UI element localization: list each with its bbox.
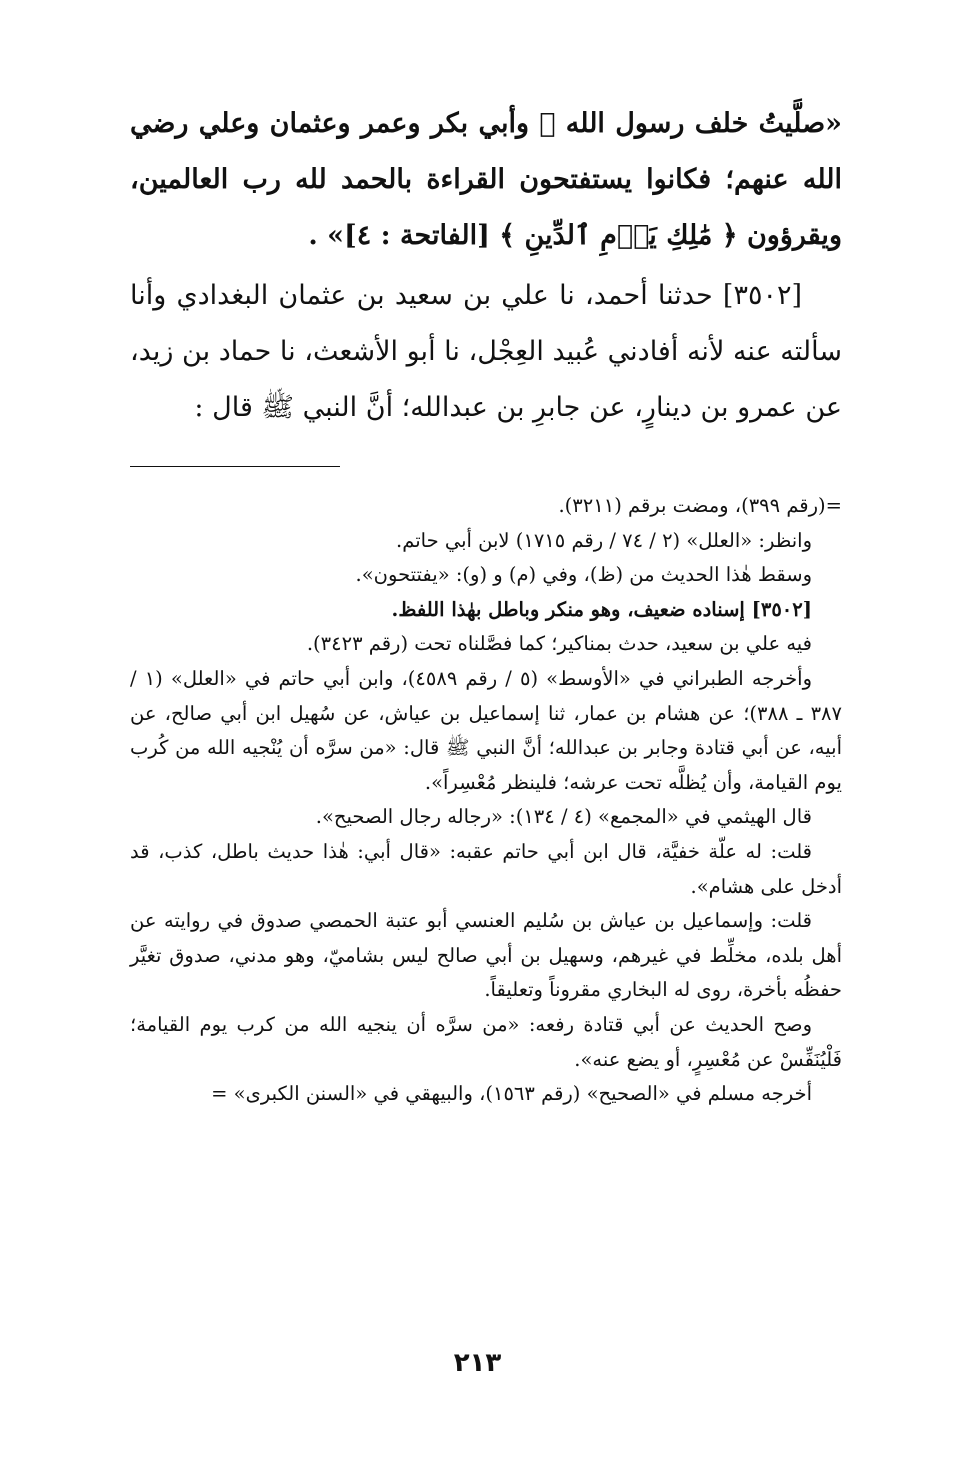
footnote-line: قال الهيثمي في «المجمع» (٤ / ١٣٤): «رجاله رجال الصحيح». xyxy=(315,805,812,829)
footnote-line: أخرجه مسلم في «الصحيح» (رقم ١٥٦٣)، والبيهقي في «السنن الكبرى» = xyxy=(211,1082,812,1106)
footnote-divider-wrap xyxy=(130,466,842,467)
footnote-line: =(رقم ٣٩٩)، ومضت برقم (٣٢١١). xyxy=(558,494,842,517)
footnote-line: قلت: وإسماعيل بن عياش بن سُليم العنسي أبو عتبة الحمصي صدوق في روايته عن أهل بلده، مخلِّط في غيرهم، وسهيل بن أبي صالح ليس بشاميّ، وهو مدني، صدوق تغيَّر حفظُه بأخرة، روى له البخاري مقروناً وتعليقاً. xyxy=(130,909,842,1002)
footnote-heading: [٣٥٠٢] إسناده ضعيف، وهو منكر وباطل بهٰذا اللفظ. xyxy=(391,597,812,621)
main-text xyxy=(130,96,842,436)
footnotes xyxy=(130,489,842,1112)
page-number: ٢١٣ xyxy=(453,1348,502,1378)
footnote-line: وصح الحديث عن أبي قتادة رفعه: «من سرَّه أن ينجيه الله من كرب يوم القيامة؛ فَلْيُنَفِّسْ عن مُعْسِرٍ، أو يضع عنه». xyxy=(130,1012,842,1071)
hadith-continuation: «صلَّيتُ خلف رسول الله ﷺ وأبي بكر وعمر وعثمان وعلي رضي الله عنهم؛ فكانوا يستفتحون القراءة بالحمد لله رب العالمين، ويقرؤون ﴿ مَٰلِكِ يَوۡمِ ٱلدِّينِ ﴾ [الفاتحة : ٤]» . xyxy=(130,108,842,251)
footnote-line: فيه علي بن سعيد، حدث بمناكير؛ كما فصَّلناه تحت (رقم ٣٤٢٣). xyxy=(306,632,812,656)
footnote-line: قلت: له علّة خفيَّة، قال ابن أبي حاتم عقبه: «قال أبي: هٰذا حديث باطل، كذب، قد أدخل على هشام». xyxy=(130,839,842,898)
footnote-line: وسقط هٰذا الحديث من (ظ)، وفي (م) و (و): «يفتتحون». xyxy=(355,563,812,587)
footnote-line: وأخرجه الطبراني في «الأوسط» (٥ / رقم ٤٥٨٩)، وابن أبي حاتم في «العلل» (١ / ٣٨٧ ـ ٣٨٨)؛ عن هشام بن عمار، ثنا إسماعيل بن عياش، عن سُهيل ابن أبي صالح، عن أبيه، عن أبي قتادة وجابر بن عبدالله؛ أنَّ النبي ﷺ قال: «من سرَّه أن يُنْجيه الله من كُرب يوم القيامة، وأن يُظلَّه تحت عرشه؛ فلينظر مُعْسِراً». xyxy=(130,666,842,794)
footnote-divider xyxy=(130,466,340,467)
document-page xyxy=(130,96,842,1112)
footnote-line: وانظر: «العلل» (٢ / ٧٤ / رقم ١٧١٥) لابن أبي حاتم. xyxy=(396,528,812,552)
hadith-3502: [٣٥٠٢] حدثنا أحمد، نا علي بن سعيد بن عثمان البغدادي وأنا سألته عنه لأنه أفادني عُبيد العِجْل، نا أبو الأشعث، نا حماد بن زيد، عن عمرو بن دينارٍ، عن جابرِ بن عبدالله؛ أنَّ النبي ﷺ قال : xyxy=(130,280,842,423)
